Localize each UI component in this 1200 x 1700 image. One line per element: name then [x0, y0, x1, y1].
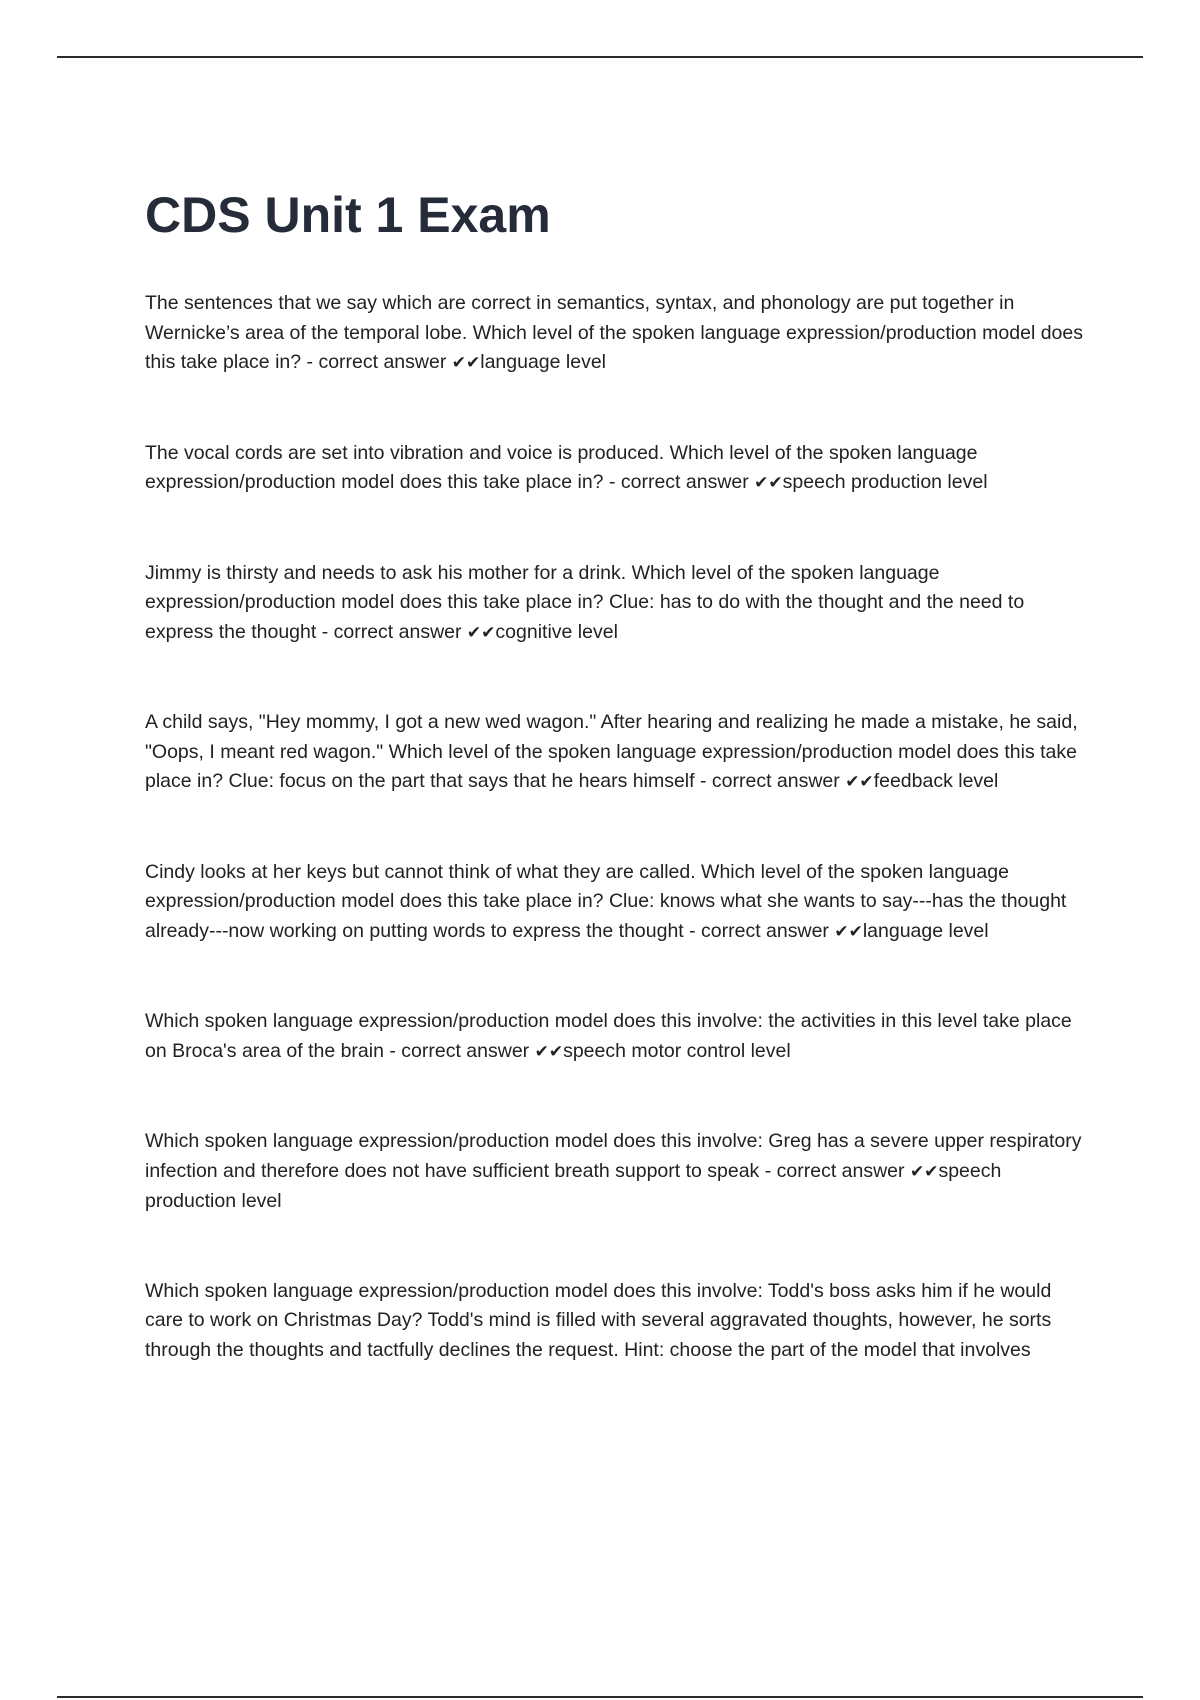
question-item [145, 708, 1085, 798]
answer-text: language level [862, 919, 989, 942]
answer-separator: - correct answer [383, 1039, 535, 1062]
answer-separator: - correct answer [316, 620, 467, 643]
question-text: Cindy looks at her keys but cannot think of what they are called. Which level of the spoken language expression/production model does this take place in? Clue: knows what she wants to say---has the thought already---now working on putting words to express the thought [145, 860, 1067, 942]
answer-text: cognitive level [495, 620, 618, 643]
question-item [145, 1127, 1085, 1217]
answer-separator: - correct answer [301, 351, 452, 373]
question-item [145, 1007, 1085, 1067]
question-item [145, 559, 1085, 649]
question-text: The vocal cords are set into vibration and voice is produced. Which level of the spoken language expression/production model does this take place in? [145, 441, 978, 493]
question-list [145, 289, 1085, 1425]
page-title: CDS Unit 1 Exam [145, 187, 551, 243]
answer-text: speech motor control level [563, 1039, 791, 1062]
check-marks-icon: ✔✔ [845, 772, 874, 792]
top-rule [57, 56, 1143, 58]
check-marks-icon: ✔✔ [834, 921, 863, 942]
question-item [145, 439, 1085, 499]
check-marks-icon: ✔✔ [534, 1041, 564, 1062]
question-text: The sentences that we say which are correct in semantics, syntax, and phonology are put together in Wernicke’s area of the temporal lobe. Which level of the spoken language expression/production model does this take place in? [145, 292, 1083, 373]
question-item [145, 858, 1085, 948]
answer-separator: - correct answer [759, 1159, 910, 1182]
question-item [145, 289, 1085, 379]
check-marks-icon: ✔✔ [451, 353, 481, 373]
bottom-rule [57, 1696, 1143, 1698]
question-text: Which spoken language expression/production model does this involve: the activities in this level take place on Broca's area of the brain [145, 1010, 1072, 1062]
answer-text: feedback level [873, 770, 999, 792]
answer-text: language level [480, 351, 607, 373]
answer-text: speech production level [145, 1159, 1002, 1212]
answer-text: speech production level [782, 471, 988, 493]
check-marks-icon: ✔✔ [754, 473, 783, 493]
check-marks-icon: ✔✔ [909, 1161, 939, 1182]
answer-separator: - correct answer [694, 770, 846, 792]
question-text: Which spoken language expression/production model does this involve: Todd's boss asks him if he would care to work on Christmas Day? Todd's mind is filled with several aggravated thoughts, however, he sorts through the thoughts and tactfully declines the request. Hint: choose the part of the model that involves [145, 1279, 1052, 1361]
question-text: A child says, "Hey mommy, I got a new wed wagon." After hearing and realizing he made a mistake, he said, "Oops, I meant red wagon." Which level of the spoken language expression/production model does this take place in? Clue: focus on the part that says that he hears himself [145, 711, 1078, 792]
check-marks-icon: ✔✔ [466, 622, 496, 643]
question-text: Which spoken language expression/production model does this involve: Greg has a severe upper respiratory infection and therefore does not have sufficient breath support to speak [145, 1130, 1082, 1182]
question-item [145, 1277, 1085, 1366]
question-text: Jimmy is thirsty and needs to ask his mother for a drink. Which level of the spoken language expression/production model does this take place in? Clue: has to do with the thought and the need to express the thought [145, 561, 1025, 643]
answer-separator: - correct answer [603, 471, 755, 493]
answer-separator: - correct answer [683, 919, 835, 942]
